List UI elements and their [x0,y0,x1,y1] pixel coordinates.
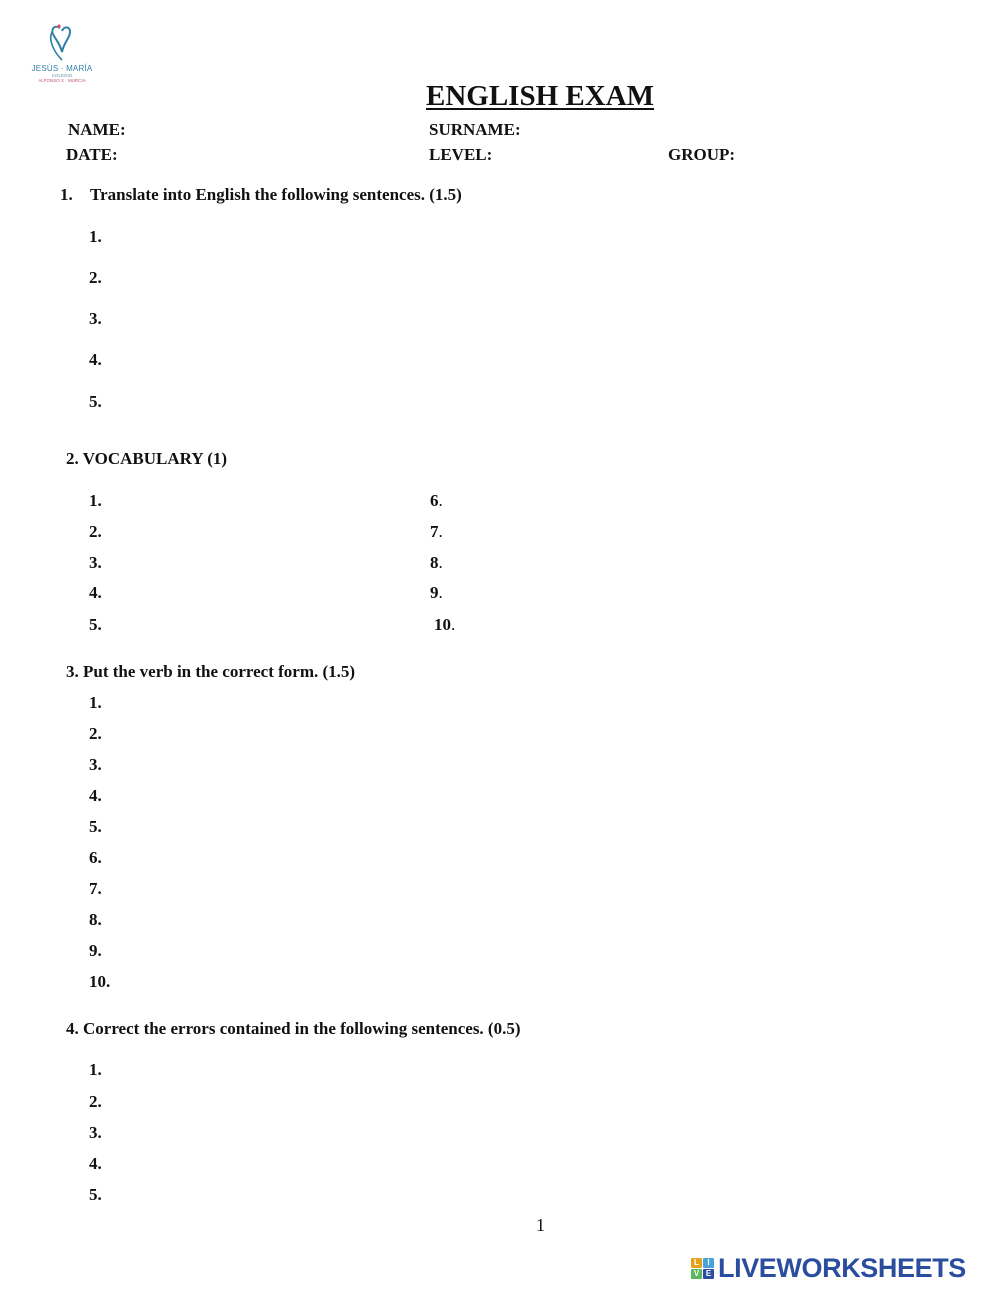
page-number: 1 [536,1215,545,1235]
s1-item-3: 3. [89,309,102,328]
s3-item-9: 9. [89,941,102,960]
s2-item-4: 4. [89,583,102,602]
s1-item-4: 4. [89,350,102,369]
s1-item-5: 5. [89,392,102,411]
s3-item-6: 6. [89,848,102,867]
s3-item-1: 1. [89,693,102,712]
brand-letter-v: V [691,1269,702,1279]
group-label: GROUP: [668,145,736,164]
s1-item-1: 1. [89,227,102,246]
brand-letter-i: I [703,1258,714,1268]
page-title: ENGLISH EXAM [426,80,655,112]
section-3-heading: 3. Put the verb in the correct form. (1.5) [66,662,356,681]
s1-item-2: 2. [89,268,102,287]
brand-letter-l: L [691,1258,702,1268]
surname-label: SURNAME: [429,120,521,139]
s3-item-2: 2. [89,724,102,743]
s2-item-8: 8. [430,553,443,572]
logo-subtitle: COLEGIO [51,73,73,78]
logo-name: JESÚS · MARÍA [31,64,93,73]
heart-logo-icon [30,22,94,68]
s2-item-2: 2. [89,522,102,541]
section-1-number: 1. [60,185,73,204]
section-2-heading: 2. VOCABULARY (1) [66,449,228,468]
logo-location: ALFONSO X · MURCIA [38,78,86,83]
date-label: DATE: [66,145,118,164]
s3-item-4: 4. [89,786,102,805]
s3-item-5: 5. [89,817,102,836]
level-label: LEVEL: [429,145,493,164]
s2-item-9: 9. [430,583,443,602]
s2-item-5: 5. [89,615,102,634]
s2-item-7: 7. [430,522,443,541]
s3-item-3: 3. [89,755,102,774]
brand-letter-e: E [703,1269,714,1279]
s4-item-3: 3. [89,1123,102,1142]
s2-item-3: 3. [89,553,102,572]
s2-item-10: 10. [434,615,456,634]
section-4-heading: 4. Correct the errors contained in the following sentences. (0.5) [66,1019,521,1038]
name-label: NAME: [68,120,126,139]
s3-item-8: 8. [89,910,102,929]
s2-item-1: 1. [89,491,102,510]
brand-name: LIVEWORKSHEETS [718,1253,966,1283]
s3-item-7: 7. [89,879,102,898]
s4-item-4: 4. [89,1154,102,1173]
s4-item-1: 1. [89,1060,102,1079]
s2-item-6: 6. [430,491,443,510]
s4-item-5: 5. [89,1185,102,1204]
s4-item-2: 2. [89,1092,102,1111]
section-1-heading: Translate into English the following sentences. (1.5) [90,185,462,204]
s3-item-10: 10. [89,972,111,991]
